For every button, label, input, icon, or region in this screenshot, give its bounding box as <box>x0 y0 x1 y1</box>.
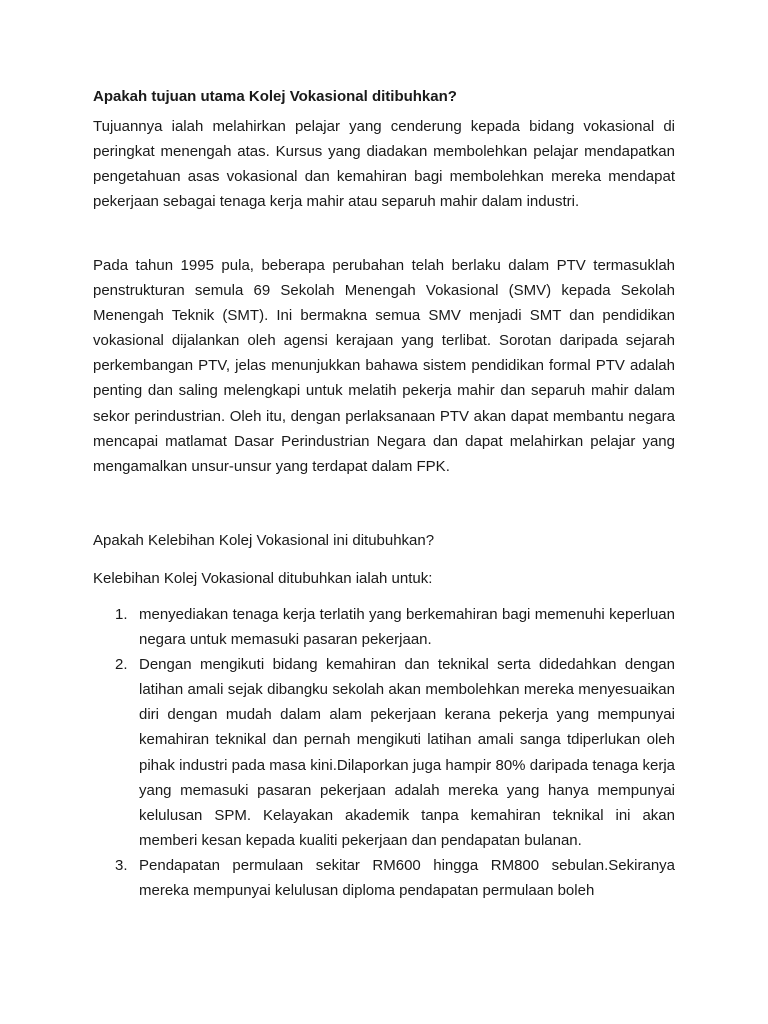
list-item <box>93 652 675 853</box>
list-item-number: 3. <box>115 856 128 874</box>
list-item <box>93 853 675 903</box>
advantages-list <box>93 602 675 903</box>
list-item-text: menyediakan tenaga kerja terlatih yang berkemahiran bagi memenuhi keperluan negara untuk memasuki pasaran pekerjaan. <box>139 606 675 649</box>
list-item-text: Pendapatan permulaan sekitar RM600 hingga RM800 sebulan.Sekiranya mereka mempunyai kelulusan diploma pendapatan permulaan boleh <box>139 856 675 900</box>
question-heading-1: Apakah tujuan utama Kolej Vokasional ditibuhkan? <box>93 88 457 105</box>
list-item <box>93 602 675 652</box>
paragraph-2: Pada tahun 1995 pula, beberapa perubahan telah berlaku dalam PTV termasuklah penstrukturan semula 69 Sekolah Menengah Vokasional (SMV) kepada Sekolah Menengah Teknik (SMT). Ini bermakna semua SMV menjadi SMT dan pendidikan vokasional dijalankan oleh agensi kerajaan yang terlibat. Sorotan daripada sejarah perkembangan PTV, jelas menunjukkan bahawa sistem pendidikan formal PTV adalah penting dan saling melengkapi untuk melatih pekerja mahir dan separuh mahir dalam sekor perindustrian. Oleh itu, dengan perlaksanaan PTV akan dapat membantu negara mencapai matlamat Dasar Perindustrian Negara dan dapat melahirkan pelajar yang mengamalkan unsur-unsur yang terdapat dalam FPK. <box>93 257 675 475</box>
list-item-number: 2. <box>115 656 128 674</box>
list-item-text: Dengan mengikuti bidang kemahiran dan teknikal serta didedahkan dengan latihan amali sejak dibangku sekolah akan membolehkan mereka menyesuaikan diri dengan mudah dalam alam pekerjaan kerana pekerja yang mempunyai kemahiran teknikal dan pernah mengikuti latihan amali sanga tdiperlukan oleh pihak industri pada masa kini.Dilaporkan juga hampir 80% daripada tenaga kerja yang memasuki pasaran pekerjaan adalah mereka yang hanya mempunyai kelulusan SPM. Kelayakan akademik tanpa kemahiran teknikal ini akan memberi kesan kepada kualiti pekerjaan dan pendapatan bulanan. <box>139 656 675 849</box>
list-item-number: 1. <box>115 606 128 623</box>
question-heading-2: Apakah Kelebihan Kolej Vokasional ini ditubuhkan? <box>93 532 435 549</box>
paragraph-1: Tujuannya ialah melahirkan pelajar yang cenderung kepada bidang vokasional di peringkat menengah atas. Kursus yang diadakan membolehkan pelajar mendapatkan pengetahuan asas vokasional dan kemahiran bagi membolehkan mereka mendapat pekerjaan sebagai tenaga kerja mahir atau separuh mahir dalam industri. <box>93 118 675 211</box>
list-intro: Kelebihan Kolej Vokasional ditubuhkan ialah untuk: <box>93 570 433 587</box>
